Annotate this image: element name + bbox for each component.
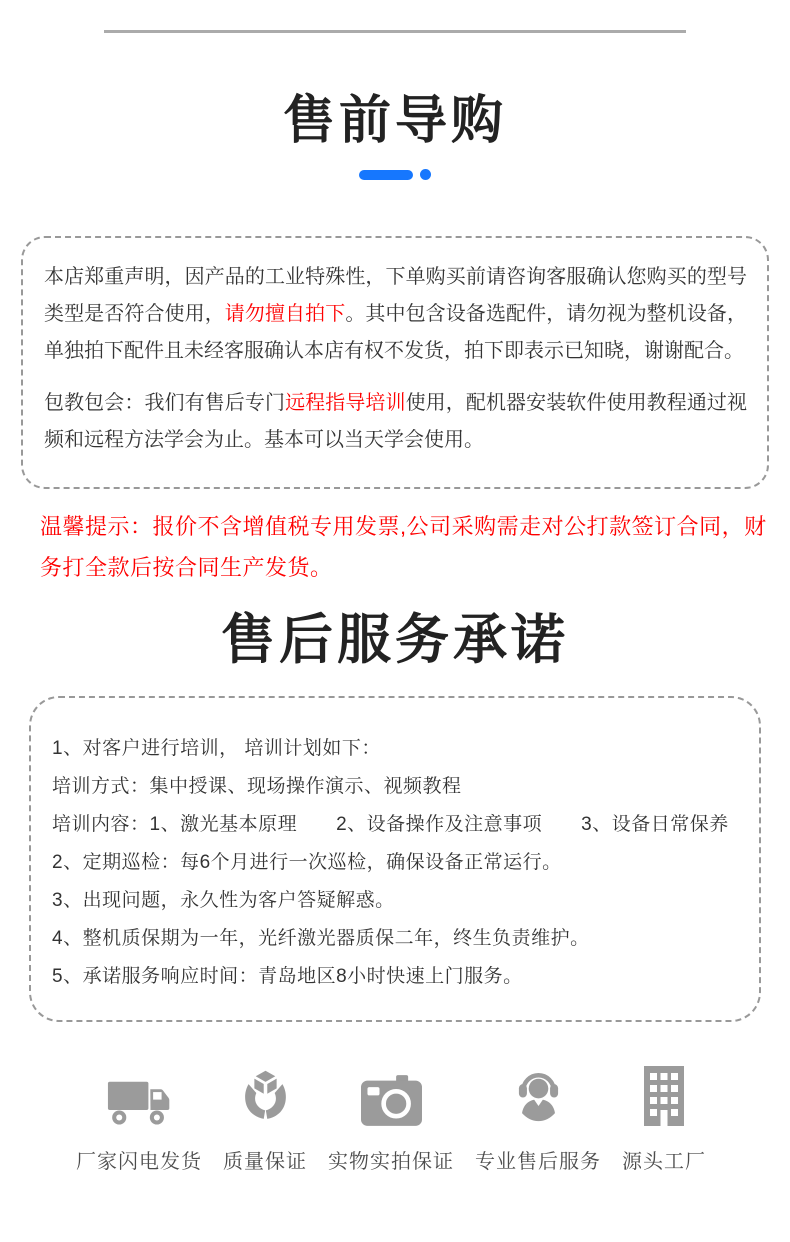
quality-hands-icon xyxy=(237,1064,294,1126)
feature-label: 实物实拍保证 xyxy=(328,1151,454,1173)
truck-icon xyxy=(107,1064,171,1126)
factory-building-icon xyxy=(640,1064,688,1126)
section-divider xyxy=(104,30,686,33)
headset-service-icon xyxy=(510,1064,567,1126)
promise-item: 培训内容：1、激光基本原理 2、设备操作及注意事项 3、设备日常保养 xyxy=(52,814,729,835)
text-segment: 本店郑重声明，因产品的工业特殊性，下单购买前请咨询客服确认您购买的型号类型是否符合使用， xyxy=(44,266,747,325)
notice-paragraph-training xyxy=(44,385,747,459)
promise-item: 1、对客户进行培训， 培训计划如下： xyxy=(52,738,381,759)
feature-item-factory xyxy=(622,1064,706,1174)
warning-text: 温馨提示：报价不含增值税专用发票,公司采购需走对公打款签订合同，财务打全款后按合同生产发货。 xyxy=(40,514,767,580)
title-underline-decoration xyxy=(0,169,790,180)
highlighted-text-segment: 请勿擅自拍下 xyxy=(224,303,346,325)
promise-list xyxy=(52,730,739,996)
feature-item-photo xyxy=(328,1064,454,1174)
feature-label: 质量保证 xyxy=(223,1151,307,1173)
camera-icon xyxy=(361,1064,422,1126)
underline-bar xyxy=(359,170,413,180)
feature-item-shipping xyxy=(76,1064,202,1174)
presale-notice-box xyxy=(21,236,769,489)
promise-item: 5、承诺服务响应时间：青岛地区8小时快速上门服务。 xyxy=(52,966,523,987)
promise-item: 培训方式：集中授课、现场操作演示、视频教程 xyxy=(52,776,462,797)
promise-item: 3、出现问题，永久性为客户答疑解惑。 xyxy=(52,890,395,911)
text-segment: 包教包会：我们有售后专门 xyxy=(44,392,286,414)
feature-bar xyxy=(76,1064,706,1174)
aftersale-section xyxy=(0,610,790,1022)
feature-item-service xyxy=(475,1064,601,1174)
presale-section xyxy=(0,91,790,588)
feature-label: 厂家闪电发货 xyxy=(76,1151,202,1173)
highlighted-text-segment: 远程指导培训 xyxy=(285,392,406,414)
aftersale-title: 售后服务承诺 xyxy=(221,610,569,670)
underline-dot xyxy=(420,169,431,180)
presale-title: 售前导购 xyxy=(282,92,507,150)
promise-item: 2、定期巡检：每6个月进行一次巡检，确保设备正常运行。 xyxy=(52,852,562,873)
feature-label: 源头工厂 xyxy=(622,1151,706,1173)
notice-paragraph-declaration xyxy=(44,259,747,370)
feature-item-quality xyxy=(223,1064,307,1174)
aftersale-promise-box xyxy=(29,696,761,1022)
promise-item: 4、整机质保期为一年，光纤激光器质保二年，终生负责维护。 xyxy=(52,928,590,949)
text-segment: 使用，配机器安装软件使用教程通过视频和远程方法学会为止。基本可以当天学会使用。 xyxy=(44,392,748,451)
text-segment: 。其中包含设备选配件，请勿视为整机设备，单独拍下配件且未经客服确认本店有权不发货，拍下即表示已知晓，谢谢配合。 xyxy=(44,303,748,362)
feature-label: 专业售后服务 xyxy=(475,1151,601,1173)
